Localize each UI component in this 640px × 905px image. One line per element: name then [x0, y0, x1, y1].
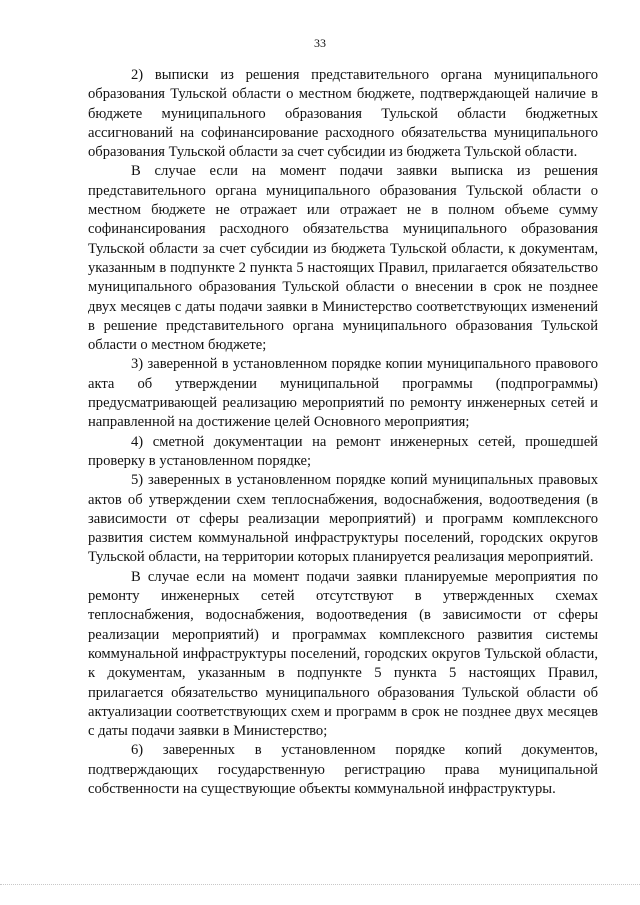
- paragraph-schemes-note: В случае если на момент подачи заявки планируемые мероприятия по ремонту инженерных сетей отсутствуют в утвержденных схемах теплоснабжения, водоснабжения, водоотведения (в зависимости от сферы реализации мероприятий) и программах комплексного развития системы коммунальной инфраструктуры поселений, городских округов Тульской области, к документам, указанным в подпункте 5 пункта 5 настоящих Правил, прилагается обязательство муниципального образования Тульской области об актуализации соответствующих схем и программ в срок не позднее двух месяцев с даты подачи заявки в Министерство;: [88, 568, 598, 740]
- paragraph-item-6: 6) заверенных в установленном порядке копий документов, подтверждающих государственную регистрацию права муниципальной собственности на существующие объекты коммунальной инфраструктуры.: [88, 742, 598, 797]
- paragraph-budget-extract-note: В случае если на момент подачи заявки выписка из решения представительного органа муниципального образования Тульской области о местном бюджете не отражает или отражает не в полном объеме сумму софинансирования расходного обязательства муниципального образования Тульской области за счет субсидии из бюджета Тульской области, к документам, указанным в подпункте 2 пункта 5 настоящих Правил, прилагается обязательство муниципального образования Тульской области о внесении в срок не позднее двух месяцев с даты подачи заявки в Министерство соответствующих изменений в решение представительного органа муниципального образования Тульской области о местном бюджете;: [88, 163, 598, 354]
- paragraph-item-4: 4) сметной документации на ремонт инженерных сетей, прошедшей проверку в установленном порядке;: [88, 433, 598, 469]
- paragraph-item-5: 5) заверенных в установленном порядке копий муниципальных правовых актов об утверждении схем теплоснабжения, водоснабжения, водоотведения (в зависимости от сферы реализации мероприятий) и программ комплексного развития систем коммунальной инфраструктуры поселений, городских округов Тульской области, на территории которых планируется реализация мероприятий.: [88, 472, 598, 566]
- page-number: 33: [314, 36, 326, 50]
- paragraph-item-2: 2) выписки из решения представительного органа муниципального образования Тульской области о местном бюджете, подтверждающей наличие в бюджете муниципального образования Тульской области бюджетных ассигнований на софинансирование расходного обязательства муниципального образования Тульской области за счет субсидии из бюджета Тульской области.: [88, 67, 598, 161]
- document-body: [88, 66, 598, 799]
- scan-bottom-edge: [0, 884, 640, 885]
- paragraph-item-3: 3) заверенной в установленном порядке копии муниципального правового акта об утверждении муниципальной программы (подпрограммы) предусматривающей реализацию мероприятий по ремонту инженерных сетей и направленной на достижение целей Основного мероприятия;: [88, 356, 598, 431]
